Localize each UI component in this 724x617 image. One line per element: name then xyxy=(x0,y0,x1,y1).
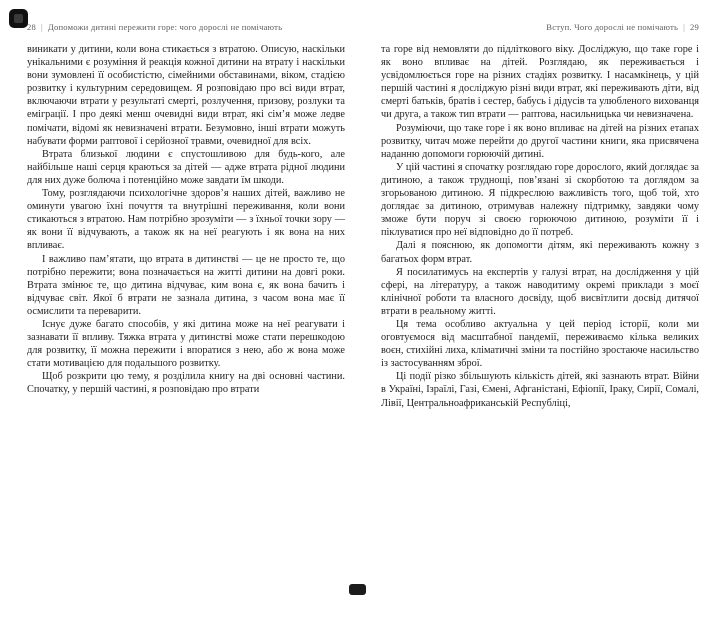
paragraph: Щоб розкрити цю тему, я розділила книгу на дві основні частини. Спочатку, у першій частині, я розповідаю про втрати xyxy=(27,371,345,396)
paragraph: Існує дуже багато способів, у які дитина може на неї реагувати і зазнавати її впливу. Тяжка втрата у дитинстві може стати перешкодою для розвитку, її можна пережити і впоратися з нею, або ж вона може стати мотивацією для подальшого розвитку. xyxy=(27,318,345,370)
paragraph: Тому, розглядаючи психологічне здоров’я наших дітей, важливо не оминути увагою їхні почуття та внутрішні переживання, коли вони стикаються з втратою. Нам потрібно зрозуміти — з їхньої точки зору — як вони її відчувають, а також як на неї реагують і як вона на них впливає. xyxy=(27,188,345,252)
paragraph: Розуміючи, що таке горе і як воно впливає на дітей на різних етапах розвитку, читач може перейти до другої частини книги, яка присвячена наданню допомоги горюючій дитині. xyxy=(381,122,699,160)
left-page-number: 28 xyxy=(27,22,36,32)
paragraph: Далі я пояснюю, як допомогти дітям, які переживають кожну з багатьох форм втрат. xyxy=(381,240,699,265)
paragraph: У цій частині я спочатку розглядаю горе дорослого, який доглядає за дитиною, а також труднощі, пов’язані зі скорботою та доглядом за згорьованою дитиною. Я підкреслюю важливість того, щоб той, хто доглядає за дитиною, отримував належну підтримку, завдяки чому зможе бути поруч зі своєю горюючою дитиною, розуміти її і піклуватися про неї відповідно до її потреб. xyxy=(381,161,699,239)
paragraph: Я посилатимусь на експертів у галузі втрат, на дослідження у цій сфері, на літературу, а також наводитиму окремі приклади з моєї клінічної роботи та власного досвіду, щоб висвітлити досвід дитячої втрати в реальному житті. xyxy=(381,266,699,317)
paragraph: І важливо пам’ятати, що втрата в дитинстві — це не просто те, що потрібно пережити; вона позначається на житті дитини на довгі роки. Втрата змінює те, що дитина відчуває, ким вона є, як вона бачить і відчуває світ. Якої б втрати не зазнала дитина, з часом вона має її осмислити та переварити. xyxy=(27,253,345,317)
page-handle[interactable] xyxy=(349,584,366,595)
right-running-head xyxy=(381,22,699,32)
paragraph: та горе від немовляти до підліткового віку. Досліджую, що таке горе і як воно впливає на дітей. Розглядаю, як переживається і усвідомлюється горе на різних стадіях розвитку. І насамкінець, у цій першій частині я досліджую різні види втрат, які переживають діти, від смерті батьків, братів і сестер, бабусь і дідусів та улюбленого вихованця чи друга, а також тип втрати — раптова, насильницька чи невизначена. xyxy=(381,44,699,121)
right-page-text xyxy=(381,43,699,410)
paragraph: Втрата близької людини є спустошливою для будь-кого, але найбільше наші серця краються за дітей — адже втрата рідної людини для них дуже болюча і потенційно може завдати їм шкоди. xyxy=(27,148,345,186)
header-separator: | xyxy=(683,22,685,32)
right-running-title: Вступ. Чого дорослі не помічають xyxy=(546,22,679,32)
left-page-text xyxy=(27,43,345,397)
paragraph: Ця тема особливо актуальна у цей період історії, коли ми оговтуємося від масштабної пандемії, переживаємо кілька великих воєн, стихійні лиха, кліматичні зміни та постійно зростаюче насильство із застосуванням зброї. xyxy=(381,318,699,370)
paragraph: виникати у дитини, коли вона стикається з втратою. Описую, наскільки унікальними є розуміння й реакція кожної дитини на втрату і наскільки вони зумовлені її особистістю, сімейними обставинами, віком, стадією розвитку і культурним середовищем. Я розповідаю про всі види втрат, включаючи втрати у результаті смерті, розлучення, призову, розлуки та еміграції. І про деякі менш очевидні види втрат, які сім’я може ледве помічати, відомі як невизначені втрати. Безумовно, інші втрати можуть набувати форми раптової і серйозної травми, очевидної для всіх. xyxy=(27,44,345,147)
right-page xyxy=(381,22,699,410)
left-page xyxy=(27,22,345,410)
header-separator: | xyxy=(41,22,43,32)
app-icon[interactable] xyxy=(9,9,28,28)
left-running-title: Допоможи дитині пережити горе: чого дорослі не помічають xyxy=(47,22,283,32)
paragraph: Ці події різко збільшують кількість дітей, які зазнають втрат. Війни в Україні, Ізраїлі, Газі, Ємені, Афганістані, Ефіопії, Іраку, Сирії, Сомалі, Лівії, Центральноафриканській Республіці, xyxy=(381,371,699,409)
right-page-number: 29 xyxy=(690,22,699,32)
book-spread xyxy=(27,22,699,410)
left-running-head xyxy=(27,22,345,32)
